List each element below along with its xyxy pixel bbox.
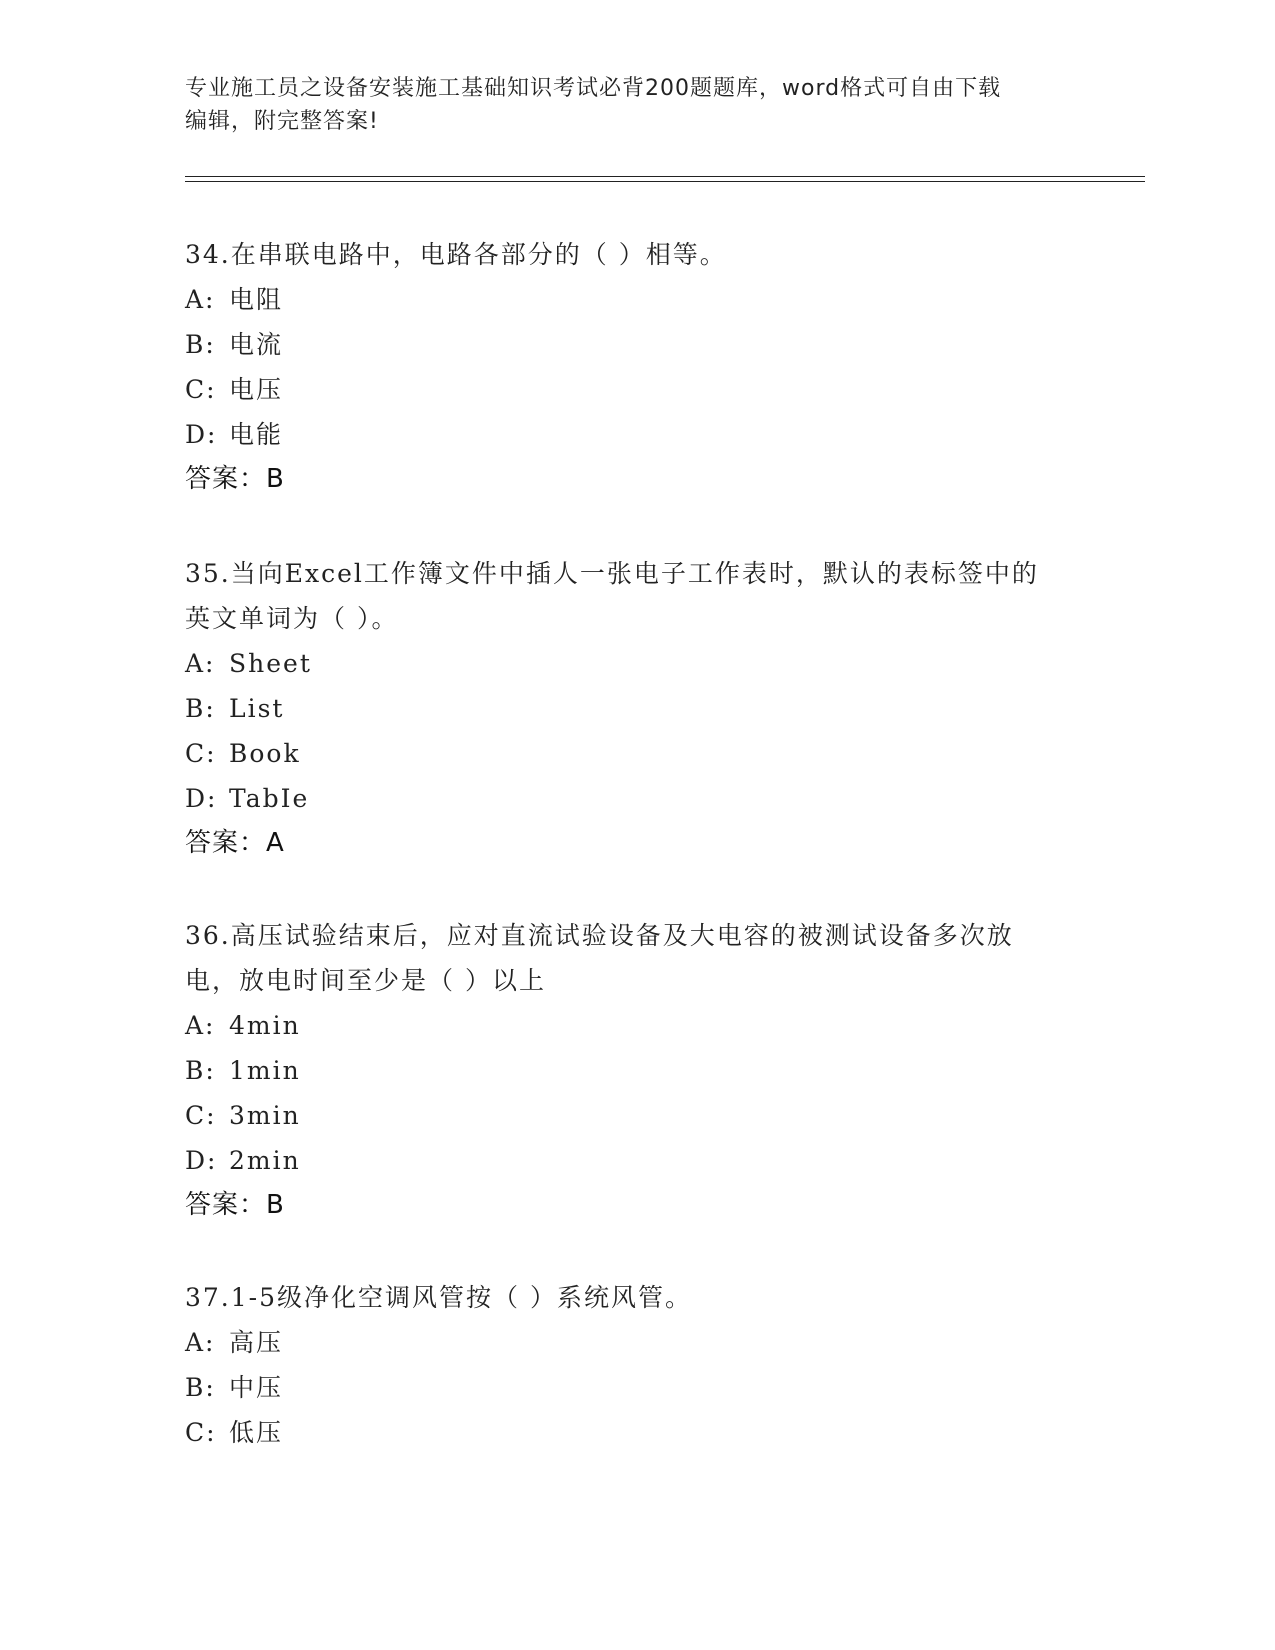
option-text: 低压 [229, 1418, 284, 1447]
option-b [185, 322, 1065, 367]
question-text: 36.高压试验结束后，应对直流试验设备及大电容的被测试设备多次放电，放电时间至少是（ ）以上 [185, 921, 1014, 995]
header-line-2: 编辑，附完整答案! [185, 109, 379, 134]
option-text: 电能 [229, 420, 284, 449]
option-key: D: [185, 784, 218, 813]
option-key: A: [185, 649, 216, 678]
option-text: 电压 [229, 375, 284, 404]
option-c [185, 1410, 1065, 1455]
option-a [185, 277, 1065, 322]
option-key: C: [185, 1418, 217, 1447]
option-d [185, 776, 1065, 821]
option-key: B: [185, 694, 216, 723]
option-key: C: [185, 1101, 217, 1130]
option-text: 中压 [229, 1373, 284, 1402]
option-c [185, 731, 1065, 776]
question-text: 35.当向Excel工作簿文件中插人一张电子工作表时，默认的表标签中的英文单词为（ ）。 [185, 559, 1039, 633]
option-key: B: [185, 1373, 216, 1402]
header-divider-top [185, 176, 1145, 177]
header-divider-bottom [185, 181, 1145, 182]
option-a [185, 1320, 1065, 1365]
answer-line: 答案：A [185, 828, 285, 858]
option-text: 1min [229, 1056, 301, 1085]
question-text: 34.在串联电路中，电路各部分的（ ）相等。 [185, 240, 727, 269]
option-a [185, 641, 1065, 686]
document-header [185, 72, 1085, 138]
option-key: A: [185, 285, 216, 314]
option-key: A: [185, 1011, 216, 1040]
option-key: C: [185, 739, 217, 768]
option-text: List [229, 694, 285, 723]
question-text: 37.1-5级净化空调风管按（ ）系统风管。 [185, 1283, 692, 1312]
option-text: TabIe [229, 784, 310, 813]
question-35 [185, 551, 1065, 866]
option-text: 2min [229, 1146, 301, 1175]
option-text: Sheet [229, 649, 312, 678]
option-key: C: [185, 375, 217, 404]
option-text: 4min [229, 1011, 301, 1040]
question-37 [185, 1275, 1065, 1455]
option-text: 电流 [229, 330, 284, 359]
option-key: B: [185, 330, 216, 359]
option-key: B: [185, 1056, 216, 1085]
option-text: 3min [229, 1101, 301, 1130]
header-line-1: 专业施工员之设备安装施工基础知识考试必背200题题库，word格式可自由下载 [185, 76, 1002, 101]
option-d [185, 412, 1065, 457]
option-text: Book [229, 739, 301, 768]
option-b [185, 1365, 1065, 1410]
option-b [185, 686, 1065, 731]
option-d [185, 1138, 1065, 1183]
question-34 [185, 232, 1065, 502]
option-key: D: [185, 420, 218, 449]
answer-line: 答案：B [185, 464, 285, 494]
option-a [185, 1003, 1065, 1048]
answer-line: 答案：B [185, 1190, 285, 1220]
option-text: 电阻 [229, 285, 284, 314]
option-c [185, 367, 1065, 412]
option-text: 高压 [229, 1328, 284, 1357]
question-36 [185, 913, 1065, 1228]
option-key: A: [185, 1328, 216, 1357]
option-key: D: [185, 1146, 218, 1175]
option-c [185, 1093, 1065, 1138]
option-b [185, 1048, 1065, 1093]
